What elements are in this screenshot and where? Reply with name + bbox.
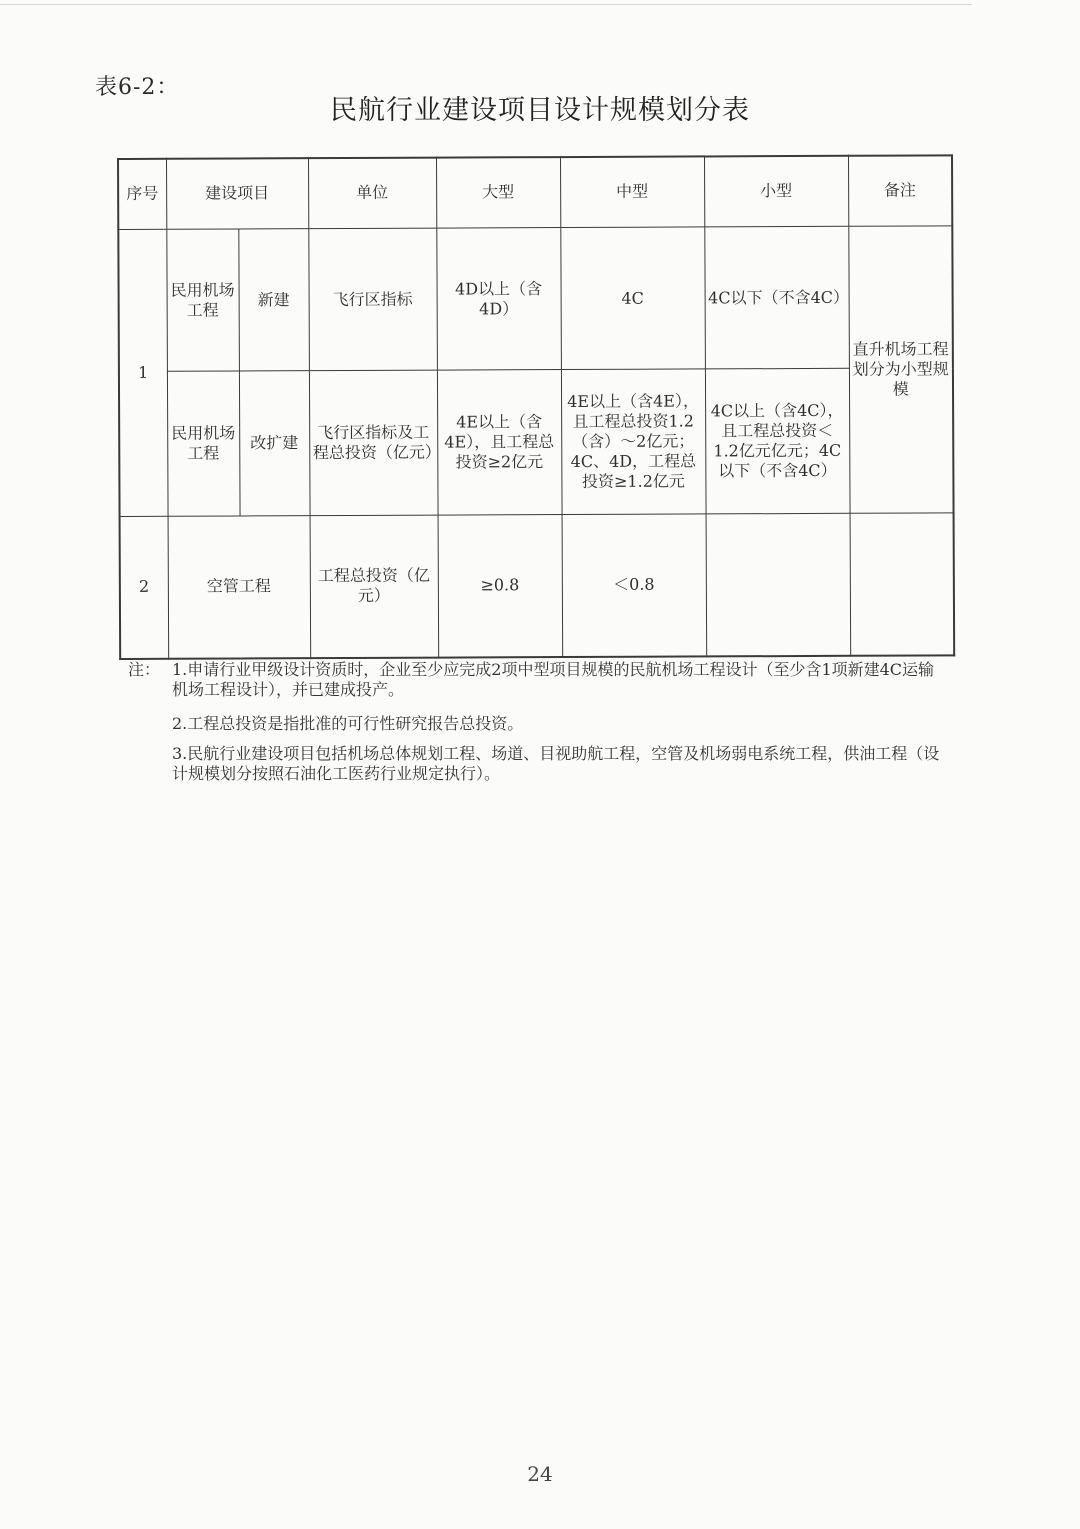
note-text-3: 3.民航行业建设项目包括机场总体规划工程、场道、目视助航工程，空管及机场弱电系统工程，供油工程（设计规模划分按照石油化工医药行业规定执行）。 (172, 744, 940, 783)
row2-small (706, 513, 851, 656)
header-small: 小型 (704, 156, 848, 227)
note-item (128, 660, 948, 700)
row1-remark: 直升机场工程划分为小型规模 (848, 226, 953, 514)
table-header-row (118, 155, 952, 229)
row1a-medium: 4C (560, 227, 705, 370)
table-notes (128, 660, 948, 784)
row1a-small: 4C以下（不含4C） (704, 226, 849, 369)
row1a-category: 民用机场工程 (166, 229, 239, 372)
table-row (120, 513, 955, 659)
header-large: 大型 (436, 157, 560, 228)
header-seq: 序号 (118, 159, 166, 229)
row1-seq: 1 (118, 229, 167, 516)
row1a-large: 4D以上（含4D） (436, 227, 561, 370)
header-medium: 中型 (560, 156, 704, 227)
header-unit: 单位 (308, 158, 436, 229)
note-text-2: 2.工程总投资是指批准的可行性研究报告总投资。 (172, 714, 524, 733)
page-title: 民航行业建设项目设计规模划分表 (330, 95, 750, 126)
scale-classification-table (117, 154, 955, 660)
row1b-unit: 飞行区指标及工程总投资（亿元） (309, 370, 438, 515)
row1a-type: 新建 (238, 228, 309, 371)
row2-large: ≥0.8 (438, 514, 563, 657)
page-top-edge (0, 4, 972, 5)
header-project: 建设项目 (166, 158, 308, 229)
header-remark: 备注 (848, 155, 952, 226)
table-row (118, 226, 953, 372)
row2-medium: ＜0.8 (562, 514, 707, 657)
table-number-label: 表6-2： (95, 75, 180, 100)
row1b-medium: 4E以上（含4E），且工程总投资1.2（含）～2亿元；4C、4D，工程总投资≥1.2亿元 (561, 369, 706, 514)
row2-unit: 工程总投资（亿元） (310, 515, 439, 658)
notes-prefix: 注： (128, 660, 161, 679)
row2-remark (850, 513, 955, 656)
row1b-large: 4E以上（含4E），且工程总投资≥2亿元 (437, 370, 562, 515)
row1b-type: 改扩建 (239, 371, 310, 516)
table-row (119, 368, 954, 516)
row1b-small: 4C以上（含4C），且工程总投资＜1.2亿元亿元；4C以下（不含4C） (705, 369, 850, 514)
row1b-category: 民用机场工程 (167, 371, 240, 516)
row2-project: 空管工程 (168, 516, 311, 659)
row1a-unit: 飞行区指标 (308, 228, 437, 371)
note-text-1: 1.申请行业甲级设计资质时，企业至少应完成2项中型项目规模的民航机场工程设计（至少含1项新建4C运输机场工程设计），并已建成投产。 (172, 660, 935, 699)
row2-seq: 2 (120, 516, 169, 659)
page-number: 24 (527, 1462, 553, 1486)
